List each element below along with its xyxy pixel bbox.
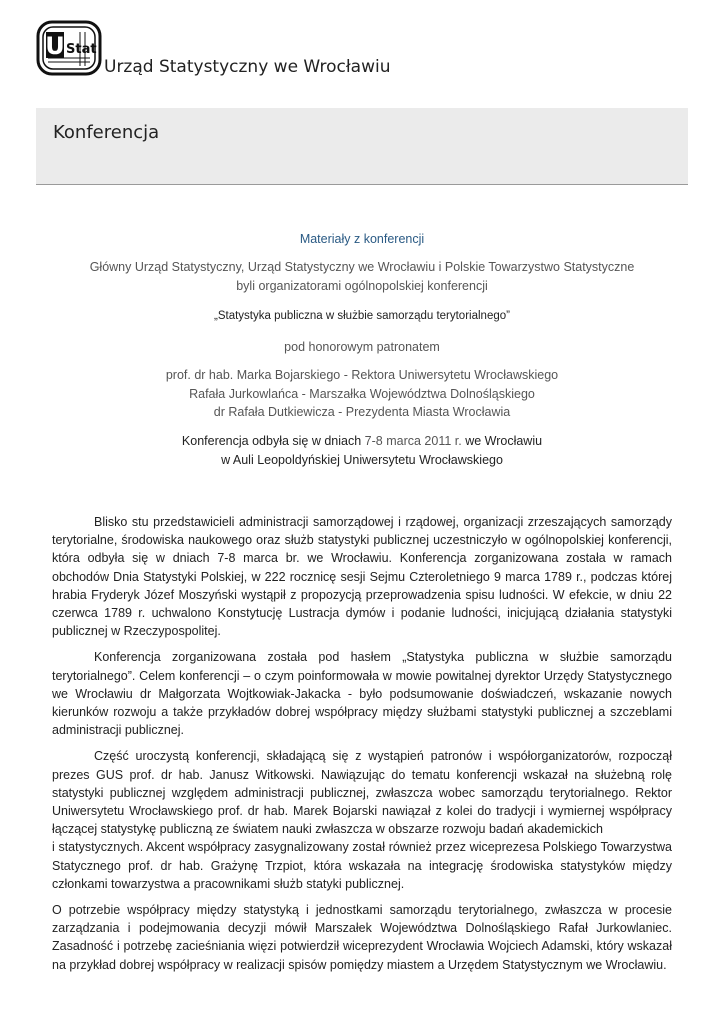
page-title: Konferencja xyxy=(53,122,160,143)
article-body xyxy=(52,513,672,982)
patron-item: dr Rafała Dutkiewicza - Prezydenta Miasta Wrocławia xyxy=(213,405,511,419)
conference-title: „Statystyka publiczna w służbie samorządu terytorialnego” xyxy=(214,310,510,322)
conference-date-line xyxy=(36,432,688,451)
article-paragraph: O potrzebie współpracy między statystyką i jednostkami samorządu terytorialnego, zwłaszcza w procesie zarządzania i podejmowania decyzji mówił Marszałek Województwa Dolnośląskiego Rafał Jurkowlaniec. Zasadność i potrzebę zacieśniania więzi potwierdził wiceprezydent Wrocławia Wojciech Adamski, który wskazał na przykład dobrej współpracy w realizacji spisów pomiędzy miastem a Urzędem Statystycznym we Wrocławiu. xyxy=(52,903,672,972)
organizers-line: Główny Urząd Statystyczny, Urząd Statystyczny we Wrocławiu i Polskie Towarzystwo Statystyczne xyxy=(89,260,635,274)
article-paragraph: i statystycznych. Akcent współpracy zasygnalizowany został również przez wiceprezesa Polskiego Towarzystwa Statycznego prof. dr hab. Grażynę Trzpiot, która wskazała na integrację środowiska statystyków między członkami towarzystwa a pracownikami służb statyki publicznej. xyxy=(52,840,672,891)
svg-text:Stat: Stat xyxy=(66,42,97,57)
article-paragraph: Część uroczystą konferencji, składającą się z wystąpień patronów i współorganizatorów, rozpoczął prezes GUS prof. dr hab. Janusz Witkowski. Nawiązując do tematu konferencji wskazał na służebną rolę statystyki publicznej względem administracji publicznej, zwłaszcza wobec samorządu terytorialnego. Rektor Uniwersytetu Wrocławskiego prof. dr hab. Marek Bojarski nawiązał z kolei do tradycji i wymiernej współpracy łączącej statystykę publiczną ze światem nauki zwłaszcza w obszarze rozwoju badań akademickich xyxy=(52,749,672,837)
article-paragraph: Blisko stu przedstawicieli administracji samorządowej i rządowej, organizacji zrzeszających samorządy terytorialne, środowiska naukowego oraz służb statystyki publicznej uczestniczyło w ogólnopolskiej konferencji, która odbyła się w dniach 7-8 marca br. we Wrocławiu. Konferencja zorganizowana została w ramach obchodów Dnia Statystyki Polskiej, w 222 rocznicę sesji Sejmu Czteroletniego 9 marca 1789 r., podczas której hrabia Fryderyk Józef Moszyński wystąpił z propozycją przeprowadzenia spisu ludności. W efekcie, w dniu 22 czerwca 1789 r. uchwalono Konstytucję Lustracja dymów i podanie ludności, inicjującą działania statystyki publicznej w Rzeczypospolitej. xyxy=(52,515,672,639)
page-header-band xyxy=(36,108,688,185)
svg-text:U: U xyxy=(45,32,65,60)
conference-venue: w Auli Leopoldyńskiej Uniwersytetu Wrocławskiego xyxy=(221,453,503,467)
organizers-line: byli organizatorami ogólnopolskiej konferencji xyxy=(236,279,488,293)
patron-item: Rafała Jurkowlańca - Marszałka Województwa Dolnośląskiego xyxy=(189,386,535,401)
conference-date: 7-8 marca 2011 r. xyxy=(364,434,462,448)
patron-item: prof. dr hab. Marka Bojarskiego - Rektora Uniwersytetu Wrocławskiego xyxy=(165,368,559,382)
patronage-label: pod honorowym patronatem xyxy=(284,340,440,354)
organizers-text xyxy=(36,258,688,296)
date-suffix: we Wrocławiu xyxy=(461,434,543,448)
materials-link[interactable]: Materiały z konferencji xyxy=(299,232,425,246)
article-paragraph: Konferencja zorganizowana została pod hasłem „Statystyka publiczna w służbie samorządu terytorialnego”. Celem konferencji – o czym poinformowała w mowie powitalnej dyrektor Urzędy Statystycznego we Wrocławiu dr Małgorzata Wojtkowiak-Jakacka - było podsumowanie doświadczeń, wskazanie nowych kierunków rozwoju a także przykładów dobrej współpracy między służbami statystyki publicznej a szczeblami administracji publicznej. xyxy=(52,650,672,738)
date-prefix: Konferencja odbyła się w dniach xyxy=(181,434,365,448)
conference-date-venue xyxy=(36,432,688,470)
patrons-list xyxy=(36,366,688,422)
site-title[interactable]: Urząd Statystyczny we Wrocławiu xyxy=(104,57,391,77)
ustat-logo[interactable] xyxy=(36,20,102,76)
